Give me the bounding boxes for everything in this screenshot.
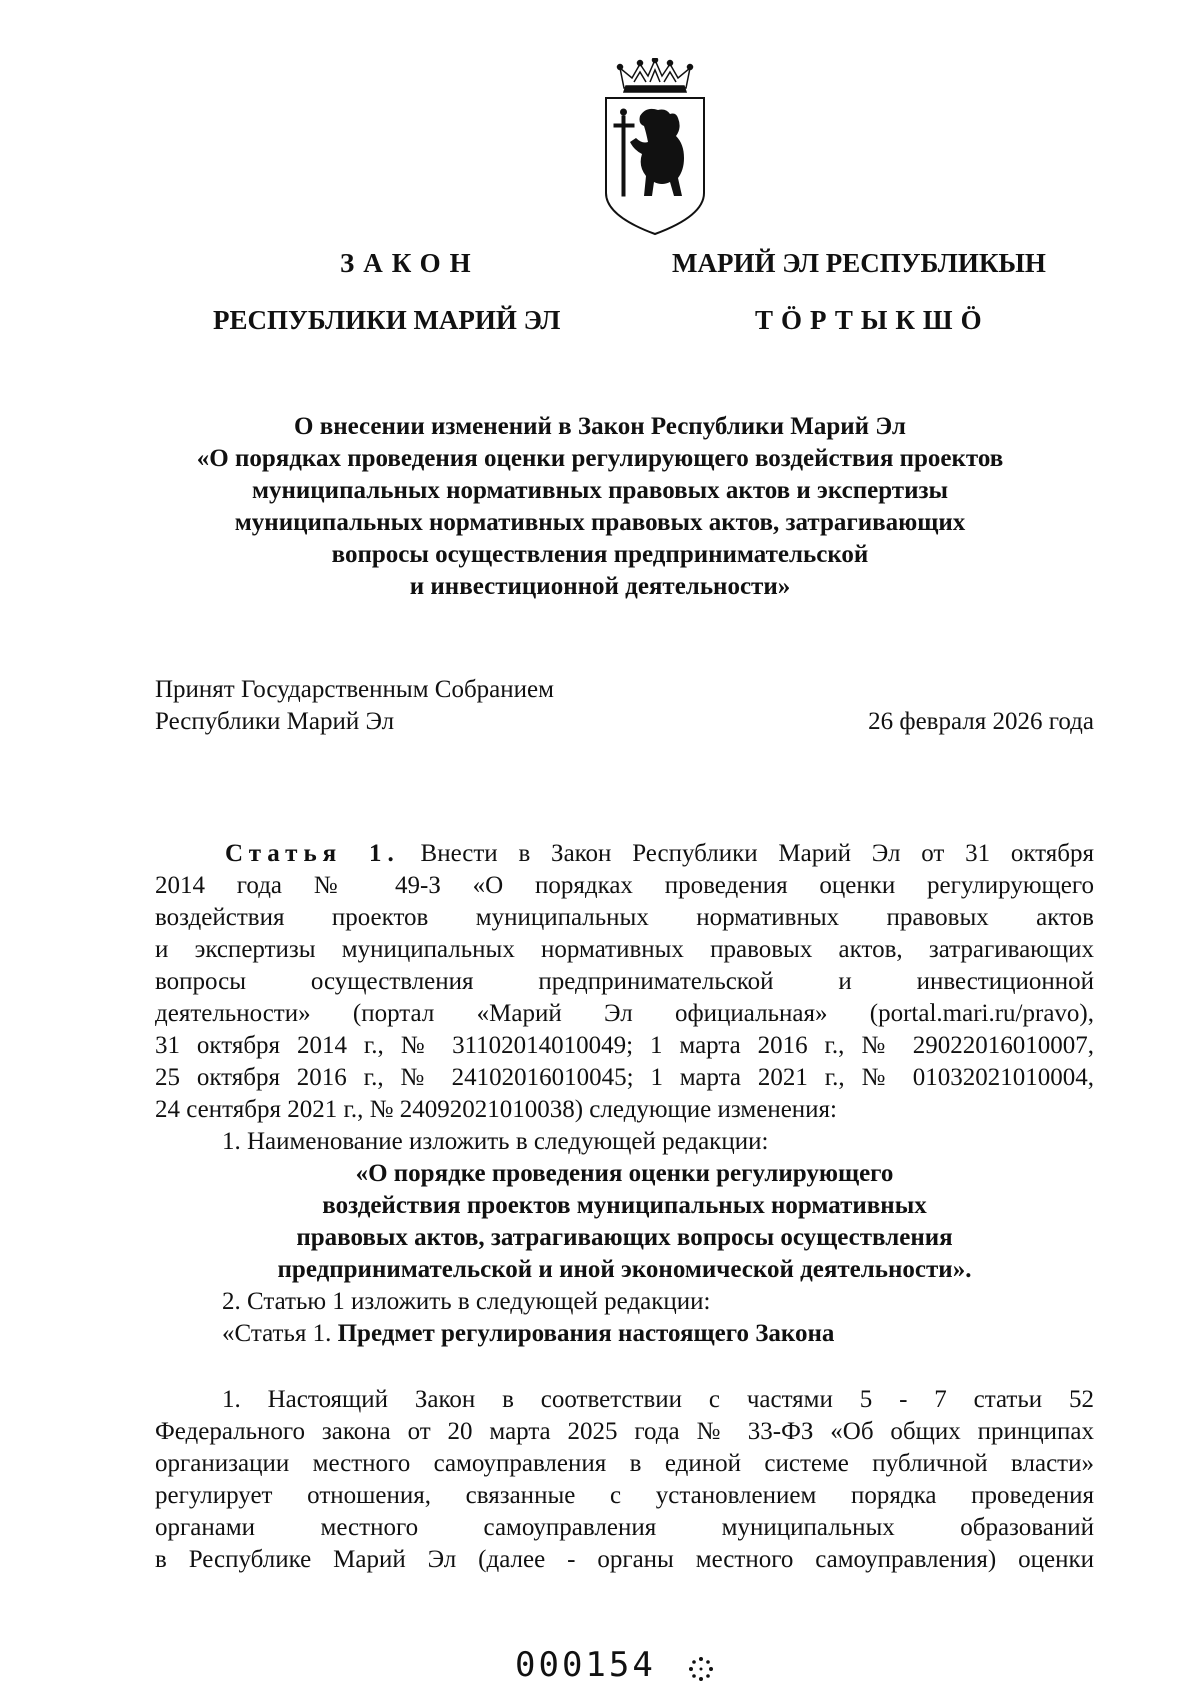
asterisk-mark-icon xyxy=(688,1656,714,1682)
law-heading-ru-line2: РЕСПУБЛИКИ МАРИЙ ЭЛ xyxy=(213,305,561,335)
body-line: вопросы осуществления предпринимательской и инвестиционной xyxy=(155,968,1094,995)
law-title xyxy=(110,411,1090,603)
adoption-line-2: Республики Марий Эл xyxy=(155,708,395,735)
law-body xyxy=(155,838,1094,1576)
law-heading-ru-line1: ЗАКОН xyxy=(340,248,480,278)
quoted-article-heading xyxy=(155,1318,1094,1350)
spacer xyxy=(155,1350,1094,1384)
new-title-line: «О порядке проведения оценки регулирующего xyxy=(355,1160,894,1187)
adoption-line-1: Принят Государственным Собранием xyxy=(155,676,554,703)
coat-of-arms-emblem xyxy=(600,58,710,236)
body-line: 31 октября 2014 г., № 31102014010049; 1 марта 2016 г., № 29022016010007, xyxy=(155,1032,1094,1059)
law-title-line: муниципальных нормативных правовых актов и экспертизы xyxy=(251,477,949,504)
article1-first-line-text: Внести в Закон Республики Марий Эл от 31 октября xyxy=(399,840,1094,867)
paragraph-line: Федерального закона от 20 марта 2025 года № 33-ФЗ «Об общих принципах xyxy=(155,1418,1094,1445)
paragraph-line: регулирует отношения, связанные с установлением порядка проведения xyxy=(155,1482,1094,1509)
paragraph-line: органами местного самоуправления муниципальных образований xyxy=(155,1514,1094,1541)
item-1: 1. Наименование изложить в следующей редакции: xyxy=(222,1128,769,1155)
body-line: деятельности» (портал «Марий Эл официальная» (portal.mari.ru/pravo), xyxy=(155,1000,1094,1027)
law-heading-mari-line1: МАРИЙ ЭЛ РЕСПУБЛИКЫН xyxy=(672,248,1046,278)
law-title-line: «О порядках проведения оценки регулирующего воздействия проектов xyxy=(196,445,1004,472)
body-line-last: 24 сентября 2021 г., № 24092021010038) следующие изменения: xyxy=(155,1096,838,1123)
body-line: воздействия проектов муниципальных нормативных правовых актов xyxy=(155,904,1094,931)
law-title-line: и инвестиционной деятельности» xyxy=(409,573,791,600)
paragraph-line: в Республике Марий Эл (далее - органы местного самоуправления) оценки xyxy=(155,1546,1094,1573)
new-title-line: предпринимательской и иной экономической деятельности». xyxy=(277,1256,972,1283)
body-line: 25 октября 2016 г., № 24102016010045; 1 марта 2021 г., № 01032021010004, xyxy=(155,1064,1094,1091)
document-serial-number: 000154 xyxy=(515,1645,656,1685)
sword-icon xyxy=(614,109,634,196)
law-title-line: вопросы осуществления предпринимательской xyxy=(331,541,869,568)
paragraph-line: организации местного самоуправления в единой системе публичной власти» xyxy=(155,1450,1094,1477)
adoption-date: 26 февраля 2026 года xyxy=(868,708,1094,735)
new-title-line: правовых актов, затрагивающих вопросы осуществления xyxy=(296,1224,953,1251)
quoted-article-title: Предмет регулирования настоящего Закона xyxy=(337,1320,835,1347)
article1-label: Статья 1. xyxy=(225,840,400,867)
new-title-line: воздействия проектов муниципальных нормативных xyxy=(322,1192,927,1219)
crown-icon xyxy=(618,58,693,92)
law-title-line: О внесении изменений в Закон Республики Марий Эл xyxy=(294,413,906,440)
quoted-article-prefix: «Статья 1. xyxy=(222,1320,338,1347)
law-heading-mari-line2: ТӦРТЫКШӦ xyxy=(755,305,990,335)
paragraph-line: 1. Настоящий Закон в соответствии с частями 5 - 7 статьи 52 xyxy=(222,1386,1094,1413)
body-line: и экспертизы муниципальных нормативных правовых актов, затрагивающих xyxy=(155,936,1094,963)
item-2: 2. Статью 1 изложить в следующей редакции: xyxy=(222,1288,711,1315)
body-line: 2014 года № 49-З «О порядках проведения оценки регулирующего xyxy=(155,872,1094,899)
law-title-line: муниципальных нормативных правовых актов, затрагивающих xyxy=(234,509,966,536)
article1-first-line xyxy=(155,838,1094,870)
bear-icon xyxy=(630,109,684,196)
